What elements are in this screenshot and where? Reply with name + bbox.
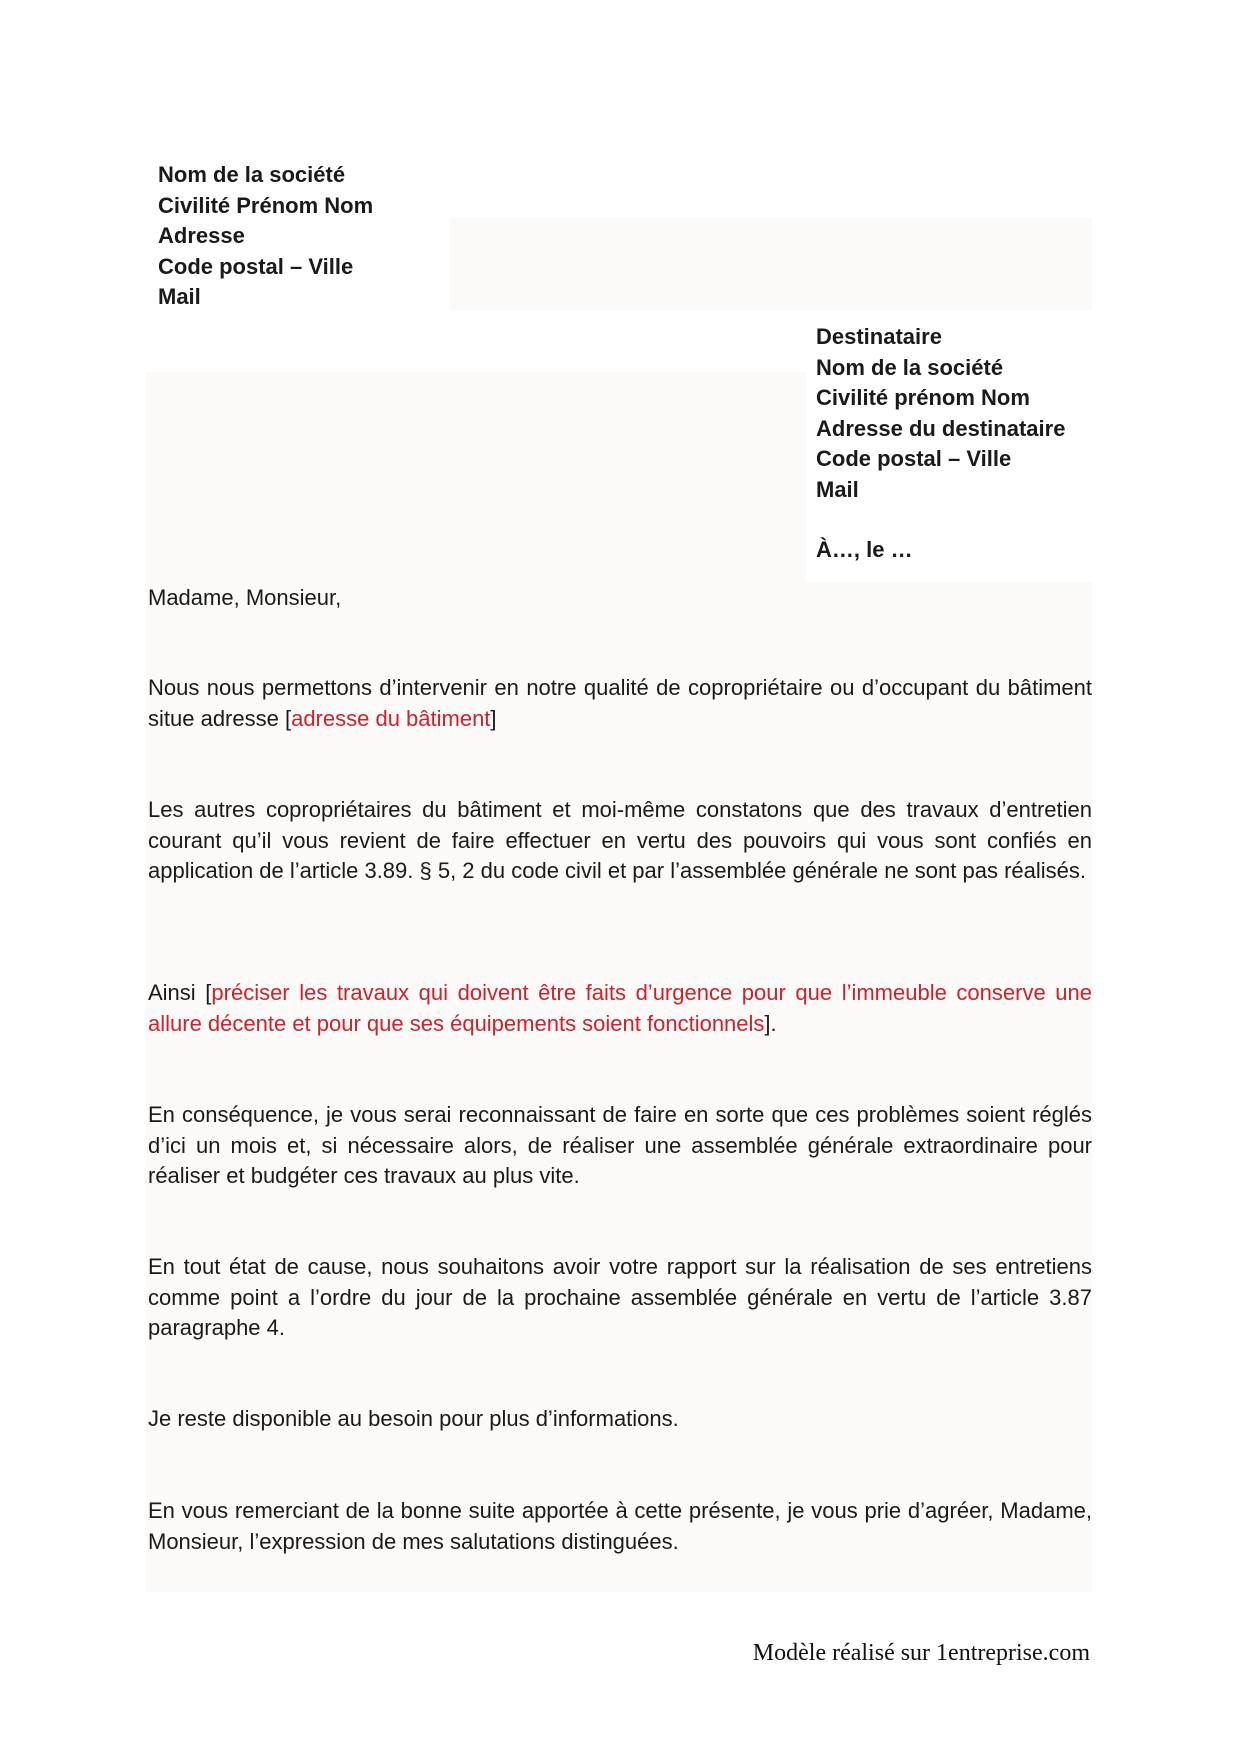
recipient-label: Destinataire — [816, 324, 942, 349]
paragraph-text-end: ]. — [764, 1010, 777, 1036]
footer-credit: Modèle réalisé sur 1entreprise.com — [752, 1640, 1090, 1666]
paragraph-works — [148, 978, 1092, 1039]
sender-block — [158, 160, 373, 313]
recipient-company: Nom de la société — [816, 354, 1004, 380]
paragraph-availability: Je reste disponible au besoin pour plus d’informations. — [148, 1406, 679, 1431]
paragraph-closing: En vous remerciant de la bonne suite apportée à cette présente, je vous prie d’agréer, Madame, Monsieur, l’expression de mes salutations distinguées. — [148, 1498, 1092, 1554]
sender-mail: Mail — [158, 284, 201, 309]
paragraph-observation: Les autres copropriétaires du bâtiment et moi-même constatons que des travaux d’entretien courant qu’il vous revient de faire effectuer en vertu des pouvoirs qui vous sont confiés en application de l’article 3.89. § 5, 2 du code civil et par l’assemblée générale ne sont pas réalisés. — [148, 797, 1092, 883]
placeholder-building-address: adresse du bâtiment — [291, 705, 491, 731]
recipient-address: Adresse du destinataire — [816, 415, 1066, 441]
sender-company: Nom de la société — [158, 162, 346, 187]
paragraph-request: En conséquence, je vous serai reconnaissant de faire en sorte que ces problèmes soient réglés d’ici un mois et, si nécessaire alors, de réaliser une assemblée générale extraordinaire pour réaliser et budgéter ces travaux au plus vite. — [148, 1102, 1092, 1188]
recipient-city: Code postal – Ville — [816, 446, 1012, 471]
salutation: Madame, Monsieur, — [148, 585, 342, 610]
paragraph-intro — [148, 673, 1092, 734]
sender-name: Civilité Prénom Nom — [158, 192, 374, 218]
placeholder-works: préciser les travaux qui doivent être faits d’urgence pour que l’immeuble conserve une allure décente et pour que ses équipements soient fonctionnels — [148, 980, 1092, 1036]
paragraph-text: Ainsi [ — [148, 980, 212, 1005]
sender-address: Adresse — [158, 223, 245, 248]
recipient-mail: Mail — [816, 476, 859, 502]
recipient-name: Civilité prénom Nom — [816, 385, 1030, 410]
paragraph-report: En tout état de cause, nous souhaitons avoir votre rapport sur la réalisation de ses entretiens comme point a l’ordre du jour de la prochaine assemblée générale en vertu de l’article 3.87 paragraphe 4. — [148, 1254, 1092, 1340]
background-shade — [450, 218, 1092, 310]
paragraph-text: Nous nous permettons d’intervenir en notre qualité de copropriétaire ou d’occupant du bâtiment situe adresse [ — [148, 675, 1092, 731]
paragraph-text-end: ] — [490, 705, 497, 731]
sender-city: Code postal – Ville — [158, 253, 354, 279]
background-shade — [146, 372, 806, 582]
place-date: À…, le … — [816, 537, 913, 562]
recipient-block — [816, 322, 1065, 566]
